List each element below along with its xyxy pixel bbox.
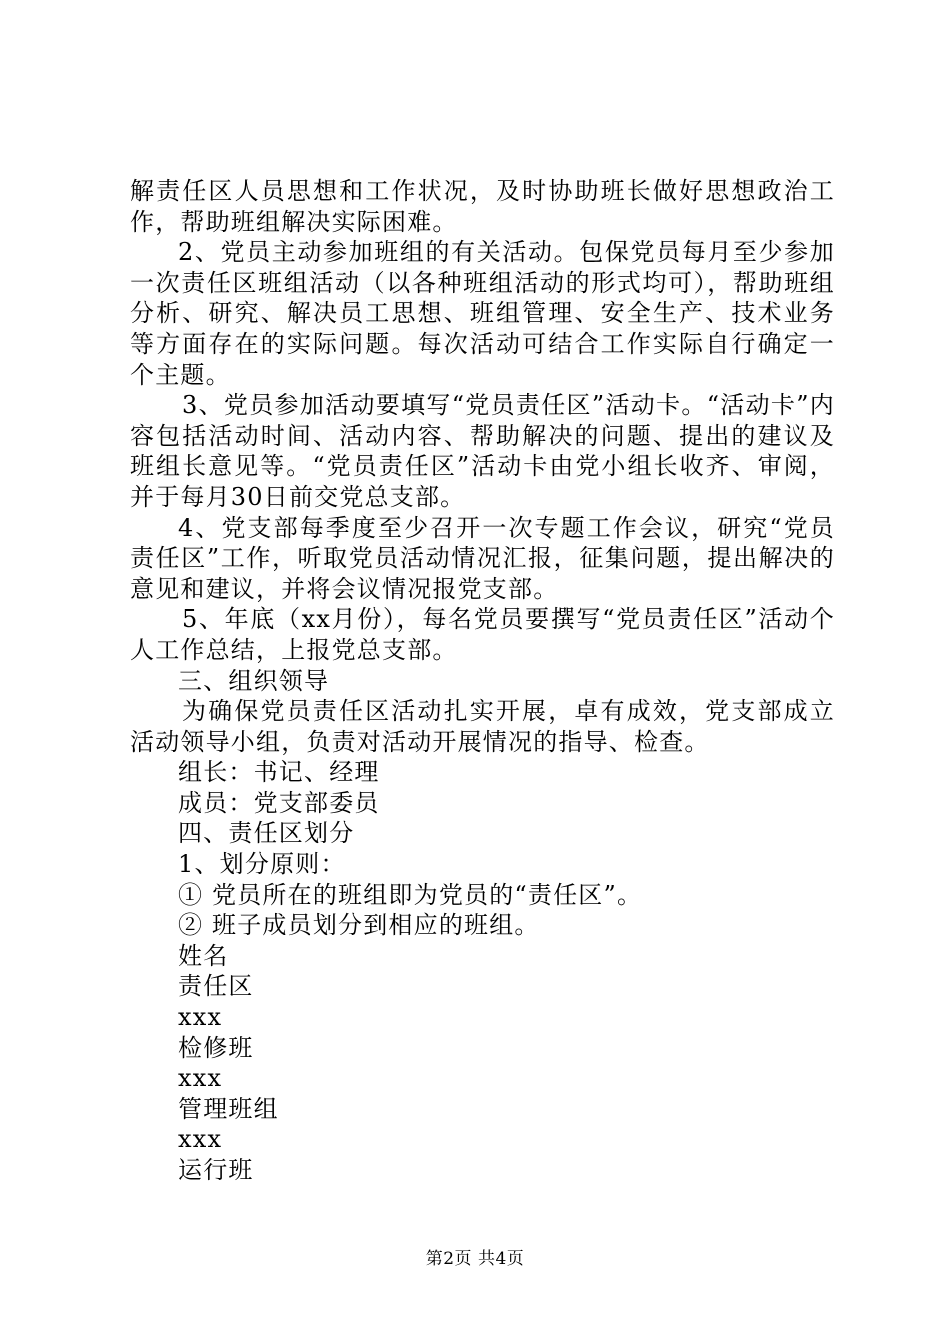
- page-footer: 第2页 共4页: [425, 1249, 525, 1269]
- table-cell-area: 运行班: [178, 1156, 254, 1184]
- table-header-area: 责任区: [178, 972, 254, 1001]
- table-cell-name: xxx: [178, 1003, 223, 1032]
- paragraph-item-5: 5、年底（xx月份），每名党员要撰写“党员责任区”活动个人工作总结，上报党总支部。: [130, 605, 835, 664]
- division-principle-heading: 1、划分原则：: [178, 850, 346, 879]
- members-line: 成员：党支部委员: [178, 788, 380, 817]
- paragraph-organization: 为确保党员责任区活动扎实开展，卓有成效，党支部成立活动领导小组，负责对活动开展情况的指导、检查。: [130, 697, 835, 756]
- leader-line: 组长：书记、经理: [178, 758, 380, 787]
- table-cell-name: xxx: [178, 1064, 223, 1093]
- paragraph-item-2: 2、党员主动参加班组的有关活动。包保党员每月至少参加一次责任区班组活动（以各种班组活动的形式均可），帮助班组分析、研究、解决员工思想、班组管理、安全生产、技术业务等方面存在的实际问题。每次活动可结合工作实际自行确定一个主题。: [130, 238, 835, 389]
- paragraph-item-4: 4、党支部每季度至少召开一次专题工作会议，研究“党员责任区”工作，听取党员活动情况汇报，征集问题，提出解决的意见和建议，并将会议情况报党支部。: [130, 513, 835, 603]
- table-cell-name: xxx: [178, 1125, 223, 1154]
- table-cell-area: 检修班: [178, 1033, 254, 1062]
- section-heading-organization: 三、组织领导: [178, 666, 330, 695]
- paragraph-continuation: 解责任区人员思想和工作状况，及时协助班长做好思想政治工作，帮助班组解决实际困难。: [130, 177, 835, 236]
- table-header-name: 姓名: [178, 941, 229, 970]
- assignment-table: [130, 941, 835, 1186]
- section-heading-division: 四、责任区划分: [178, 819, 355, 848]
- paragraph-item-3: 3、党员参加活动要填写“党员责任区”活动卡。“活动卡”内容包括活动时间、活动内容、帮助解决的问题、提出的建议及班组长意见等。“党员责任区”活动卡由党小组长收齐、审阅，并于每月30日前交党总支部。: [130, 391, 835, 511]
- table-cell-area: 管理班组: [178, 1094, 279, 1123]
- principle-item-1: ① 党员所在的班组即为党员的“责任区”。: [178, 880, 643, 909]
- document-body: [130, 176, 835, 1186]
- principle-item-2: ② 班子成员划分到相应的班组。: [178, 911, 540, 940]
